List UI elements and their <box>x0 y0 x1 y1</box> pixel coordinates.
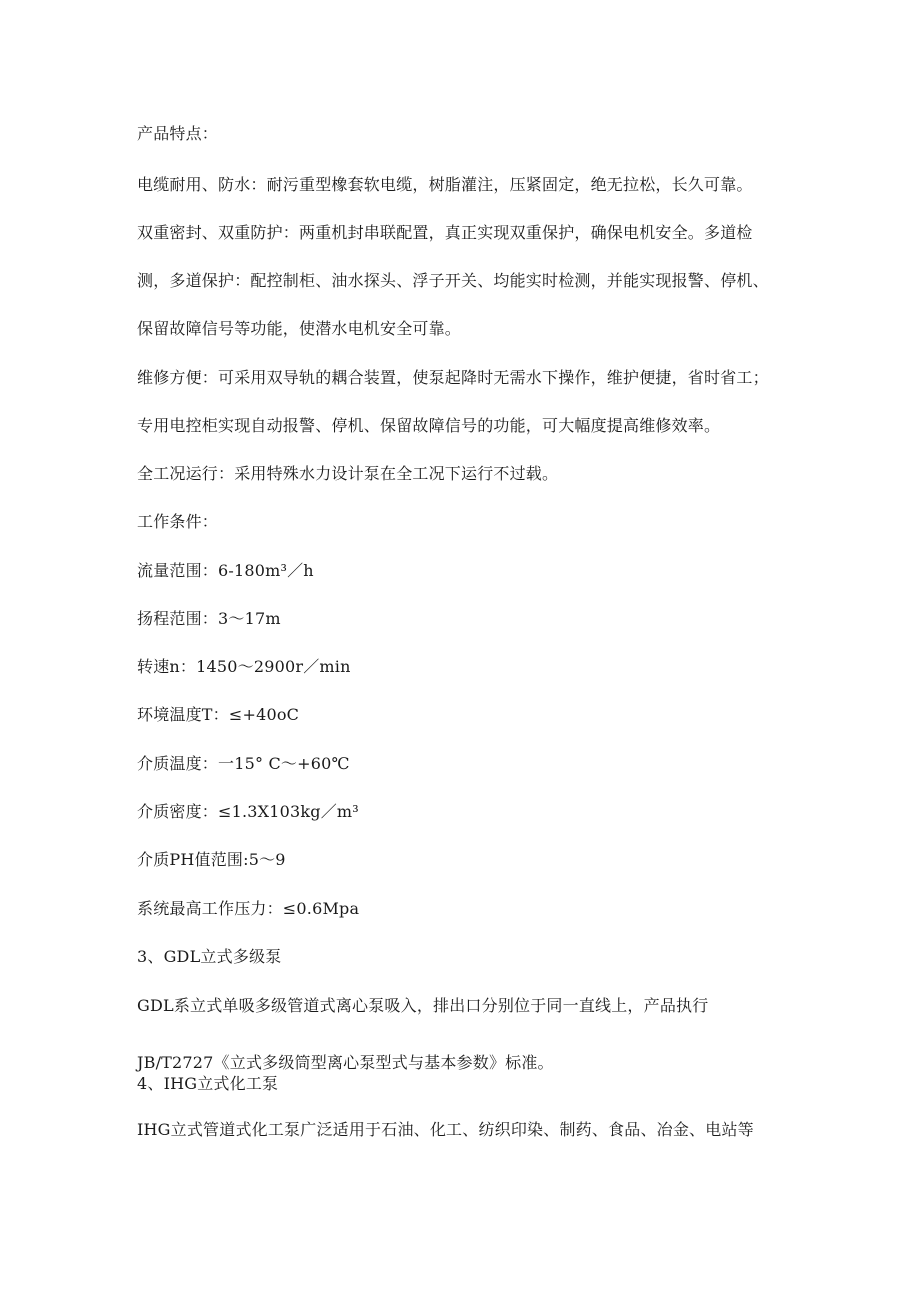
spec-line: 扬程范围：3～17m <box>137 609 281 628</box>
paragraph-line: 测，多道保护：配控制柜、油水探头、浮子开关、均能实时检测，并能实现报警、停机、 <box>137 271 769 290</box>
spec-line: 流量范围：6-180m³／h <box>137 561 314 580</box>
paragraph-line: GDL系立式单吸多级管道式离心泵吸入，排出口分别位于同一直线上，产品执行 <box>137 996 709 1015</box>
heading-working-conditions: 工作条件： <box>137 512 219 531</box>
spec-line: 介质温度：一15° C～+60℃ <box>137 754 350 773</box>
paragraph-line: 电缆耐用、防水：耐污重型橡套软电缆，树脂灌注，压紧固定，绝无拉松，长久可靠。 <box>137 175 753 194</box>
paragraph-line: 维修方便：可采用双导轨的耦合装置，使泵起降时无需水下操作，维护便捷，省时省工； <box>137 368 769 387</box>
spec-line: 介质密度：≤1.3X103kg／m³ <box>137 802 359 821</box>
paragraph-line: JB/T2727《立式多级筒型离心泵型式与基本参数》标准。 <box>137 1053 554 1072</box>
spec-line: 系统最高工作压力：≤0.6Mpa <box>137 899 360 918</box>
paragraph-line: IHG立式管道式化工泵广泛适用于石油、化工、纺织印染、制药、食品、冶金、电站等 <box>137 1120 754 1139</box>
paragraph-line: 双重密封、双重防护：两重机封串联配置，真正实现双重保护，确保电机安全。多道检 <box>137 223 753 242</box>
spec-line: 介质PH值范围:5～9 <box>137 850 286 869</box>
spec-line: 环境温度T：≤+40oC <box>137 705 300 724</box>
section-heading-gdl: 3、GDL立式多级泵 <box>137 947 282 966</box>
heading-product-features: 产品特点： <box>137 124 219 143</box>
paragraph-line: 保留故障信号等功能，使潜水电机安全可靠。 <box>137 319 462 338</box>
section-heading-ihg: 4、IHG立式化工泵 <box>137 1074 279 1093</box>
paragraph-line: 专用电控柜实现自动报警、停机、保留故障信号的功能，可大幅度提高维修效率。 <box>137 416 721 435</box>
paragraph-line: 全工况运行：采用特殊水力设计泵在全工况下运行不过载。 <box>137 464 559 483</box>
spec-line: 转速n：1450～2900r／min <box>137 657 351 676</box>
